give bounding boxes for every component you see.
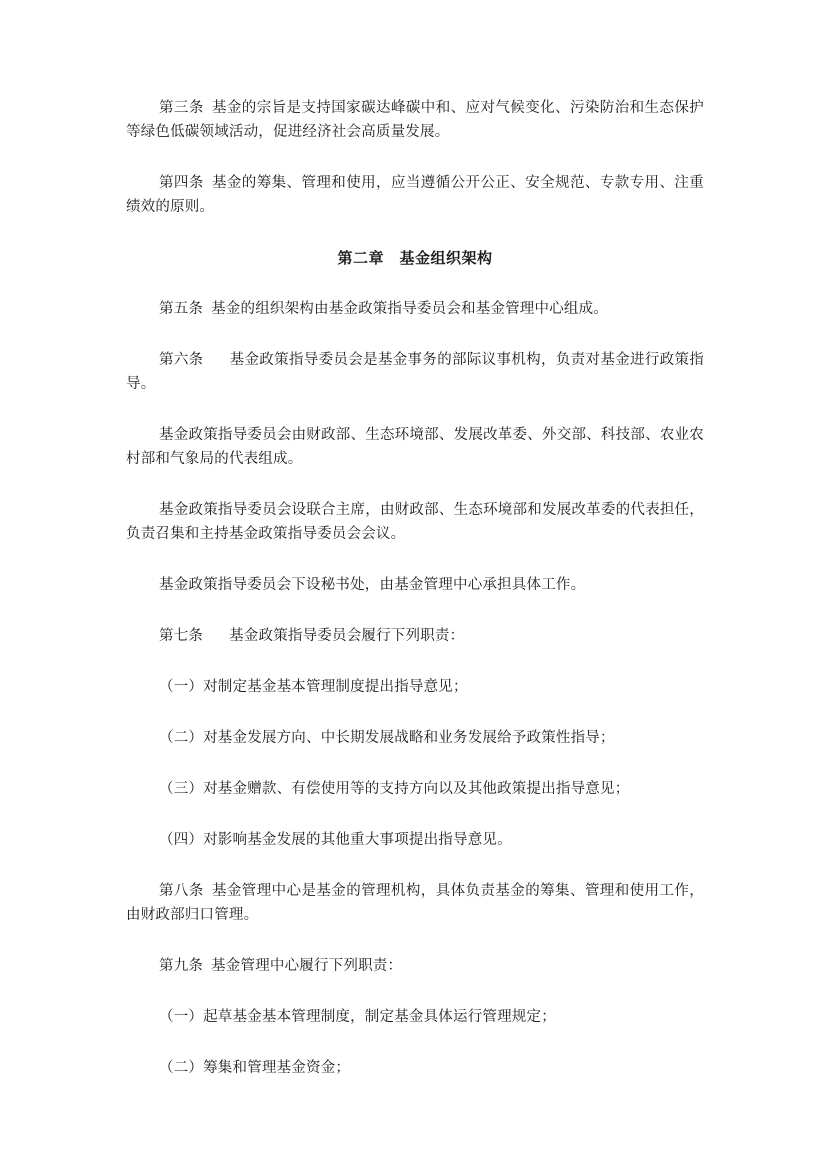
article-6 bbox=[126, 348, 704, 396]
article-3 bbox=[126, 96, 704, 144]
article-text: 基金管理中心是基金的管理机构，具体负责基金的筹集、管理和使用工作，由财政部归口管理。 bbox=[126, 883, 704, 923]
article-text: 基金的组织架构由基金政策指导委员会和基金管理中心组成。 bbox=[211, 301, 609, 317]
list-item: （二）对基金发展方向、中长期发展战略和业务发展给予政策性指导； bbox=[159, 730, 615, 746]
article-text: 基金政策指导委员会是基金事务的部际议事机构，负责对基金进行政策指导。 bbox=[126, 352, 704, 392]
article-number: 第四条 bbox=[159, 175, 204, 191]
article-5 bbox=[126, 297, 704, 321]
list-item: （三）对基金赠款、有偿使用等的支持方向以及其他政策提出指导意见； bbox=[159, 781, 630, 797]
paragraph-chairs: 基金政策指导委员会设联合主席，由财政部、生态环境部和发展改革委的代表担任，负责召集和主持基金政策指导委员会会议。 bbox=[126, 502, 704, 542]
article-text: 基金的宗旨是支持国家碳达峰碳中和、应对气候变化、污染防治和生态保护等绿色低碳领域活动，促进经济社会高质量发展。 bbox=[126, 100, 704, 140]
article-7 bbox=[126, 624, 704, 648]
article-number: 第六条 bbox=[159, 352, 204, 368]
article-text: 基金政策指导委员会履行下列职责： bbox=[229, 628, 465, 644]
list-item: （二）筹集和管理基金资金； bbox=[159, 1060, 351, 1076]
article-number: 第八条 bbox=[159, 883, 204, 899]
article-number: 第九条 bbox=[159, 958, 204, 974]
article-8 bbox=[126, 879, 704, 927]
list-item: （一）对制定基金基本管理制度提出指导意见； bbox=[159, 679, 468, 695]
paragraph-secretariat: 基金政策指导委员会下设秘书处，由基金管理中心承担具体工作。 bbox=[159, 577, 586, 593]
article-text: 基金的筹集、管理和使用，应当遵循公开公正、安全规范、专款专用、注重绩效的原则。 bbox=[126, 175, 704, 215]
article-text: 基金管理中心履行下列职责： bbox=[211, 958, 403, 974]
list-item: （一）起草基金基本管理制度，制定基金具体运行管理规定； bbox=[159, 1009, 556, 1025]
article-number: 第三条 bbox=[159, 100, 204, 116]
document-page bbox=[126, 96, 704, 1107]
chapter-heading: 第二章 基金组织架构 bbox=[337, 249, 493, 267]
list-item: （四）对影响基金发展的其他重大事项提出指导意见。 bbox=[159, 832, 512, 848]
article-4 bbox=[126, 171, 704, 219]
paragraph-members: 基金政策指导委员会由财政部、生态环境部、发展改革委、外交部、科技部、农业农村部和气象局的代表组成。 bbox=[126, 427, 704, 467]
article-number: 第五条 bbox=[159, 301, 204, 317]
article-9 bbox=[126, 954, 704, 978]
article-number: 第七条 bbox=[159, 628, 204, 644]
